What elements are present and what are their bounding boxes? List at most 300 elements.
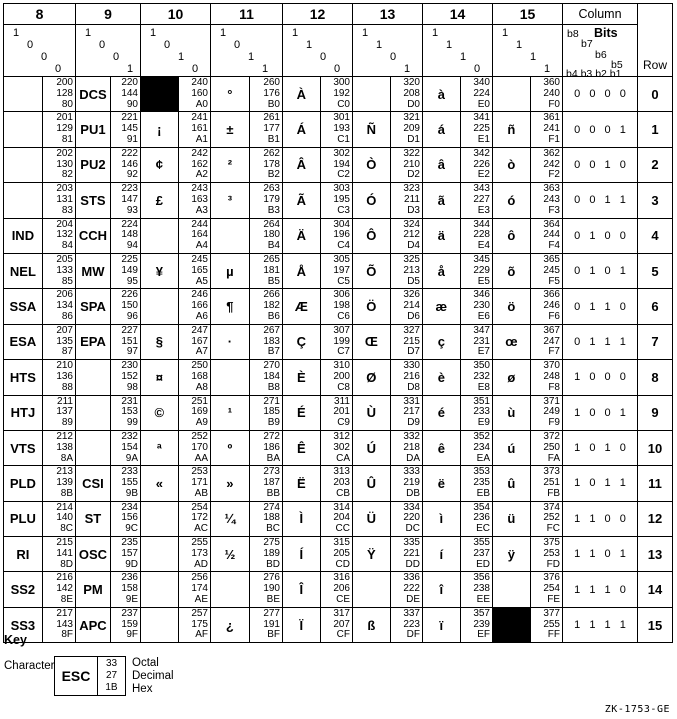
character-glyph: ê [437,440,445,456]
character-cell [76,360,141,395]
character-cell-content [283,289,352,323]
code-values [110,183,140,217]
hex-code: 9A [125,452,138,464]
hex-code: AF [195,629,208,641]
character-cell-content [493,360,562,394]
character-cell-content [283,466,352,500]
octal-code: 341 [473,112,490,124]
octal-code: 233 [121,466,138,478]
character-glyph: « [155,475,163,491]
character-cell [353,430,423,465]
decimal-code: 222 [403,583,420,595]
decimal-code: 227 [473,193,490,205]
decimal-code: 212 [403,229,420,241]
character-cell-content [4,502,75,536]
character-cell-content [76,289,140,323]
character-cell [283,112,353,147]
decimal-code: 161 [191,123,208,135]
decimal-code: 131 [56,193,73,205]
code-values [249,360,282,394]
hex-code: E0 [477,98,490,110]
hex-code: D1 [407,133,420,145]
character-cell-content [4,289,75,323]
character-cell [141,430,211,465]
decimal-code: 194 [333,158,350,170]
hex-code: D8 [407,381,420,393]
hex-code: 95 [126,275,138,287]
decimal-code: 149 [121,264,138,276]
octal-code: 342 [473,147,490,159]
octal-code: 261 [263,112,280,124]
bit-digit: 1 [516,39,523,51]
octal-code: 353 [473,466,490,478]
code-values [42,148,75,182]
bit-digit: 0 [55,63,62,75]
character-cell-content [493,396,562,430]
table-row [4,289,673,324]
character-glyph [141,572,178,606]
hex-code: 80 [61,98,73,110]
hex-code: AC [194,523,208,535]
hex-code: C8 [337,381,350,393]
hex-code: A6 [195,310,208,322]
code-values [460,183,492,217]
hex-code: 91 [126,133,138,145]
character-glyph: í [439,546,444,562]
character-glyph: ¹ [227,405,233,421]
character-cell-content [76,219,140,253]
character-glyph [353,77,390,111]
decimal-code: 178 [263,158,280,170]
decimal-code: 208 [403,87,420,99]
row-bits-pattern: 1 0 0 0 [563,360,638,395]
code-values [110,112,140,146]
key-decimal-label: Decimal [132,670,174,682]
decimal-code: 130 [56,158,73,170]
character-glyph: ß [367,617,376,633]
hex-code: F9 [548,417,560,429]
octal-code: 347 [473,324,490,336]
character-glyph: NEL [9,263,36,279]
row-bits-pattern: 0 0 1 0 [563,147,638,182]
character-glyph: Ö [366,299,377,315]
hex-code: E5 [477,275,490,287]
character-cell-content [4,431,75,465]
decimal-code: 175 [191,618,208,630]
decimal-code: 229 [473,264,490,276]
key-sample-character: ESC [61,668,91,684]
decimal-code: 234 [473,441,490,453]
octal-code: 327 [403,324,420,336]
code-values [42,466,75,500]
character-cell [4,501,76,536]
character-cell [141,77,211,112]
character-cell-content [283,537,352,571]
character-cell-content [76,254,140,288]
character-glyph [4,77,42,111]
character-cell [211,501,283,536]
code-values [390,360,422,394]
character-glyph: º [227,440,233,456]
character-cell-content [211,219,282,253]
character-cell-content [353,183,422,217]
octal-code: 303 [333,183,350,195]
decimal-code: 195 [333,193,350,205]
decimal-code: 238 [473,583,490,595]
hex-code: B0 [267,98,280,110]
hex-code: E7 [477,346,490,358]
character-cell-content [493,254,562,288]
hex-code: FD [546,558,560,570]
code-values [460,572,492,606]
table-row [4,395,673,430]
hex-code: FE [547,594,560,606]
octal-code: 371 [543,395,560,407]
octal-code: 307 [333,324,350,336]
character-glyph: PLU [9,511,36,527]
character-cell [211,77,283,112]
character-glyph: ï [439,617,444,633]
low-bits-label: b4 b3 b2 b1 [566,68,622,80]
code-values [42,289,75,323]
character-cell-content [211,77,282,111]
hex-code: EC [476,523,490,535]
code-values [42,254,75,288]
decimal-code: 190 [263,583,280,595]
hex-code: B3 [267,204,280,216]
character-cell-content [4,112,75,146]
decimal-code: 191 [263,618,280,630]
decimal-code: 186 [263,441,280,453]
character-glyph [211,219,249,253]
row-number: 15 [638,607,673,642]
bit-digit: 1 [530,51,537,63]
character-glyph: £ [155,192,163,208]
decimal-code: 162 [191,158,208,170]
octal-code: 314 [333,501,350,513]
character-cell-content [76,112,140,146]
code-values [42,183,75,217]
octal-code: 220 [121,77,138,88]
figure-number: ZK-1753-GE [604,704,670,715]
octal-code: 311 [334,395,350,407]
code-values [530,502,562,536]
character-glyph: PU2 [80,157,106,173]
code-values [249,112,282,146]
decimal-code: 201 [333,406,350,418]
octal-code: 325 [403,253,420,265]
octal-code: 350 [473,360,490,372]
decimal-code: 218 [403,441,420,453]
row-number: 12 [638,501,673,536]
character-cell-content [493,572,562,606]
character-glyph: å [437,263,445,279]
decimal-code: 199 [333,335,350,347]
decimal-code: 142 [56,583,73,595]
character-cell-content [211,537,282,571]
character-cell-content [76,148,140,182]
character-glyph: î [439,582,444,598]
hex-code: 97 [126,346,138,358]
decimal-code: 160 [191,87,208,99]
code-values [320,219,352,253]
decimal-code: 185 [263,406,280,418]
code-values [530,466,562,500]
character-glyph: ã [437,192,445,208]
hex-code: C7 [337,346,350,358]
bit-digit: 1 [85,27,92,39]
character-glyph: STS [80,192,106,208]
hex-code: 8A [60,452,73,464]
decimal-code: 152 [121,370,138,382]
decimal-code: 193 [333,123,350,135]
bit-digit: 1 [502,27,509,39]
row-number: 6 [638,289,673,324]
code-values [390,572,422,606]
character-glyph: Á [296,122,307,138]
character-cell-content [141,112,210,146]
hex-code: EF [477,629,490,641]
octal-code: 365 [543,253,560,265]
character-glyph: Û [366,475,377,491]
character-cell [493,183,563,218]
character-glyph [4,112,42,146]
octal-code: 254 [191,501,208,513]
hex-code: 89 [61,417,73,429]
character-cell [493,218,563,253]
code-values [110,325,140,359]
character-cell [211,360,283,395]
bit-digit: 1 [460,51,467,63]
octal-code: 310 [333,360,350,372]
character-cell [4,112,76,147]
octal-code: 361 [543,112,560,124]
character-cell-content [141,289,210,323]
octal-code: 272 [263,430,280,442]
code-values [178,254,210,288]
code-values [390,537,422,571]
character-glyph: ¤ [155,369,163,385]
character-cell [4,77,76,112]
bit-digit: 0 [113,51,120,63]
octal-code: 275 [263,537,280,549]
character-cell [141,466,211,501]
decimal-code: 228 [473,229,490,241]
character-cell [353,501,423,536]
character-glyph: Í [299,546,304,562]
character-glyph: é [437,405,445,421]
character-glyph [141,502,178,536]
code-values [320,183,352,217]
decimal-code: 171 [191,477,208,489]
octal-code: 201 [56,112,73,124]
code-values [249,148,282,182]
hex-code: B9 [267,417,280,429]
hex-code: C2 [337,169,350,181]
code-values [320,572,352,606]
hex-code: A4 [195,240,208,252]
octal-code: 262 [263,147,280,159]
hex-code: 9B [125,487,138,499]
code-values [320,431,352,465]
hex-code: CB [336,487,350,499]
decimal-code: 135 [56,335,73,347]
table-row [4,218,673,253]
character-cell-content [76,431,140,465]
character-cell [283,466,353,501]
character-cell-content [283,219,352,253]
character-cell-content [4,219,75,253]
hex-code: 8B [60,487,73,499]
bit-digit: 1 [220,27,227,39]
hex-code: 8C [60,523,73,535]
octal-code: 267 [263,324,280,336]
row-bits-pattern: 0 1 1 0 [563,289,638,324]
hex-code: D0 [407,98,420,110]
bit-digit: 1 [376,39,383,51]
hex-code: 98 [126,381,138,393]
code-values [42,537,75,571]
character-glyph: » [226,475,234,491]
code-values [320,254,352,288]
code-values [530,360,562,394]
row-bits-pattern: 1 1 0 1 [563,537,638,572]
character-cell-content [4,360,75,394]
character-cell-content [76,183,140,217]
character-cell [141,537,211,572]
character-cell [76,147,141,182]
decimal-code: 166 [191,300,208,312]
octal-code: 277 [263,607,280,619]
code-values [249,219,282,253]
table-row [4,360,673,395]
row-bits-pattern: 1 1 1 1 [563,607,638,642]
hex-code: AE [194,594,208,606]
character-cell-content [423,219,492,253]
character-cell [493,289,563,324]
row-bits-pattern: 1 1 0 0 [563,501,638,536]
decimal-code: 252 [543,512,560,524]
character-cell [141,501,211,536]
key-hex-value: 1B [105,682,118,693]
bit-digit: 0 [320,51,327,63]
octal-code: 362 [543,147,560,159]
character-glyph: Ì [299,511,304,527]
decimal-code: 231 [473,335,490,347]
octal-code: 334 [403,501,420,513]
key-character-label: Character [4,660,55,672]
octal-code: 373 [543,466,560,478]
character-cell-content [141,183,210,217]
hex-code: B8 [267,381,280,393]
character-cell-content [141,219,210,253]
column-bits-diagonal [283,25,353,77]
octal-code: 235 [121,537,138,549]
character-glyph: Ù [366,405,377,421]
character-cell [4,395,76,430]
character-glyph: ú [507,440,516,456]
hex-code: C6 [337,310,350,322]
row-bits-pattern: 1 1 1 0 [563,572,638,607]
hex-code: FB [547,487,560,499]
hex-code: DE [406,594,420,606]
octal-code: 231 [121,395,138,407]
decimal-code: 164 [191,229,208,241]
code-values [530,572,562,606]
hex-code: C1 [337,133,350,145]
character-cell-content [423,431,492,465]
character-glyph: ¥ [155,263,163,279]
character-cell-content [141,396,210,430]
character-cell [353,147,423,182]
character-cell [141,572,211,607]
code-values [42,396,75,430]
code-values [178,325,210,359]
bit-digit: 0 [99,39,106,51]
character-cell-content [141,77,210,111]
bits-title: Bits [594,26,618,40]
decimal-code: 156 [121,512,138,524]
column-number: 13 [353,4,423,25]
decimal-code: 184 [263,370,280,382]
decimal-code: 255 [543,618,560,630]
character-glyph: Ÿ [367,546,376,562]
code-values [320,289,352,323]
decimal-code: 217 [403,406,420,418]
octal-code: 352 [473,430,490,442]
decimal-code: 225 [473,123,490,135]
hex-code: F8 [548,381,560,393]
row-number: 4 [638,218,673,253]
bit-digit: 1 [248,51,255,63]
character-cell [211,324,283,359]
character-glyph: OSC [78,546,108,562]
code-values [460,219,492,253]
hex-code: E2 [477,169,490,181]
character-cell-content [211,183,282,217]
character-cell [211,183,283,218]
bit-digit: 0 [474,63,481,75]
decimal-code: 237 [473,547,490,559]
row-bits-pattern: 1 0 0 1 [563,395,638,430]
decimal-code: 146 [121,158,138,170]
hex-code: A7 [195,346,208,358]
octal-code: 246 [191,289,208,301]
hex-code: F3 [548,204,560,216]
character-cell [353,324,423,359]
octal-code: 211 [57,395,73,407]
hex-code: AB [194,487,208,499]
octal-code: 234 [121,501,138,513]
character-glyph: Ï [299,617,304,633]
code-values [42,502,75,536]
character-glyph: SS2 [10,582,36,598]
decimal-code: 204 [333,512,350,524]
character-glyph [76,360,110,394]
character-glyph: È [297,369,306,385]
row-number: 8 [638,360,673,395]
key-decimal-value: 27 [105,670,118,681]
hex-code: D3 [407,204,420,216]
code-values [178,219,210,253]
character-glyph: HTJ [10,405,36,421]
code-values [460,325,492,359]
character-cell [493,324,563,359]
column-bits-diagonal [141,25,211,77]
bit-digit: 1 [432,27,439,39]
hex-code: 86 [61,310,73,322]
decimal-code: 206 [333,583,350,595]
